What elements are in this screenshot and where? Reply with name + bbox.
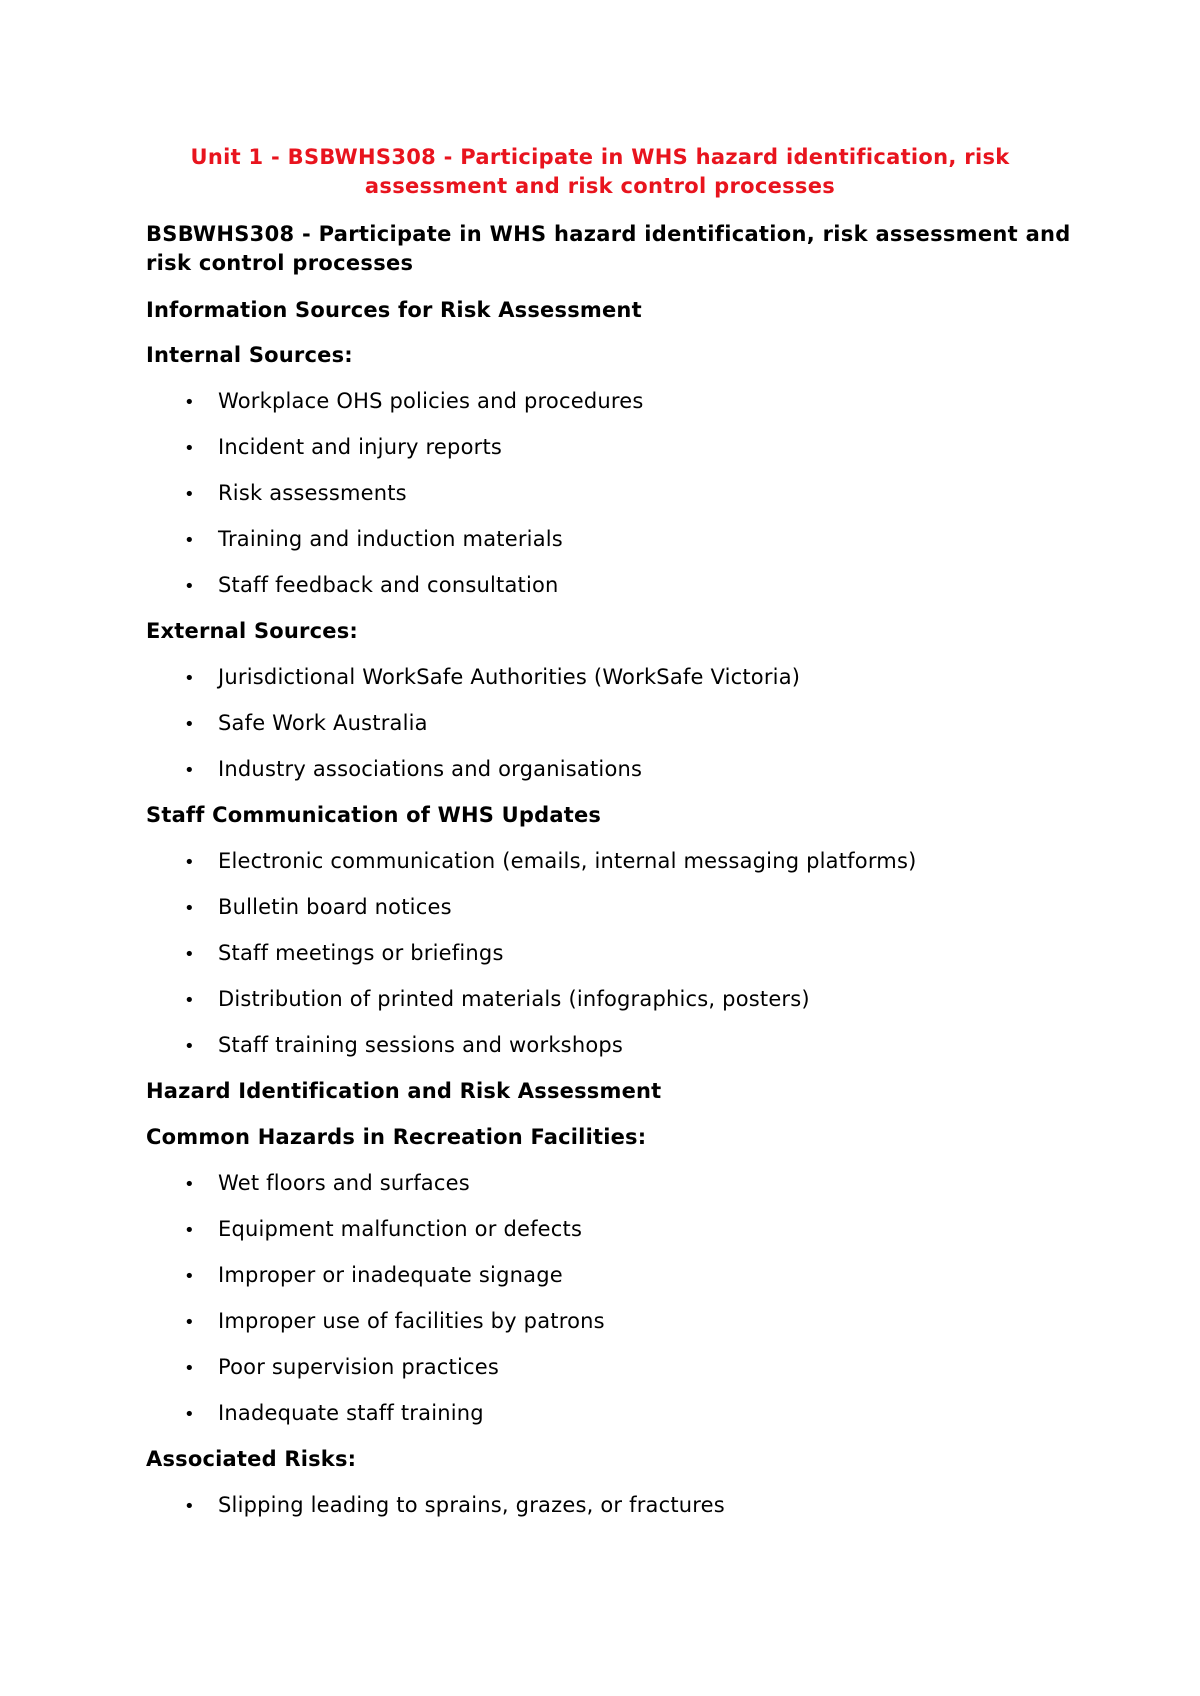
list-item: • Industry associations and organisations — [184, 755, 642, 785]
list-item: • Improper or inadequate signage — [184, 1261, 563, 1291]
list-item: • Incident and injury reports — [184, 433, 502, 463]
list-item: • Jurisdictional WorkSafe Authorities (WorkSafe Victoria) — [184, 663, 800, 693]
bullet-icon: • — [184, 1358, 195, 1379]
main-heading: BSBWHS308 - Participate in WHS hazard identification, risk assessment and risk control processes — [146, 222, 1071, 275]
bullet-icon: • — [184, 898, 195, 919]
heading-associated-risks: Associated Risks: — [146, 1447, 357, 1471]
list-item: • Electronic communication (emails, internal messaging platforms) — [184, 847, 916, 877]
bullet-icon: • — [184, 668, 195, 689]
list-item: • Slipping leading to sprains, grazes, or fractures — [184, 1491, 725, 1521]
bullet-icon: • — [184, 1312, 195, 1333]
document-title: Unit 1 - BSBWHS308 - Participate in WHS hazard identification, risk assessment and risk control processes — [190, 145, 1010, 198]
bullet-icon: • — [184, 760, 195, 781]
list-item: • Staff meetings or briefings — [184, 939, 504, 969]
list-item: • Improper use of facilities by patrons — [184, 1307, 605, 1337]
list-item: • Training and induction materials — [184, 525, 563, 555]
bullet-icon: • — [184, 484, 195, 505]
heading-hazard-identification: Hazard Identification and Risk Assessment — [146, 1079, 662, 1103]
bullet-icon: • — [184, 530, 195, 551]
bullet-icon: • — [184, 1266, 195, 1287]
list-item: • Wet floors and surfaces — [184, 1169, 470, 1199]
bullet-icon: • — [184, 438, 195, 459]
list-item: • Safe Work Australia — [184, 709, 428, 739]
bullet-icon: • — [184, 576, 195, 597]
list-item: • Bulletin board notices — [184, 893, 452, 923]
list-item: • Equipment malfunction or defects — [184, 1215, 582, 1245]
list-item: • Distribution of printed materials (infographics, posters) — [184, 985, 810, 1015]
heading-staff-communication: Staff Communication of WHS Updates — [146, 803, 602, 827]
bullet-icon: • — [184, 852, 195, 873]
bullet-icon: • — [184, 1496, 195, 1517]
bullet-icon: • — [184, 1220, 195, 1241]
list-item: • Workplace OHS policies and procedures — [184, 387, 644, 417]
list-item: • Poor supervision practices — [184, 1353, 499, 1383]
bullet-icon: • — [184, 1404, 195, 1425]
list-item: • Risk assessments — [184, 479, 407, 509]
heading-common-hazards: Common Hazards in Recreation Facilities: — [146, 1125, 647, 1149]
list-item: • Staff training sessions and workshops — [184, 1031, 623, 1061]
bullet-icon: • — [184, 1036, 195, 1057]
list-item: • Staff feedback and consultation — [184, 571, 559, 601]
bullet-icon: • — [184, 714, 195, 735]
bullet-icon: • — [184, 1174, 195, 1195]
bullet-icon: • — [184, 392, 195, 413]
bullet-icon: • — [184, 990, 195, 1011]
heading-external-sources: External Sources: — [146, 619, 359, 643]
heading-information-sources: Information Sources for Risk Assessment — [146, 298, 642, 322]
heading-internal-sources: Internal Sources: — [146, 343, 353, 367]
list-item: • Inadequate staff training — [184, 1399, 484, 1429]
bullet-icon: • — [184, 944, 195, 965]
